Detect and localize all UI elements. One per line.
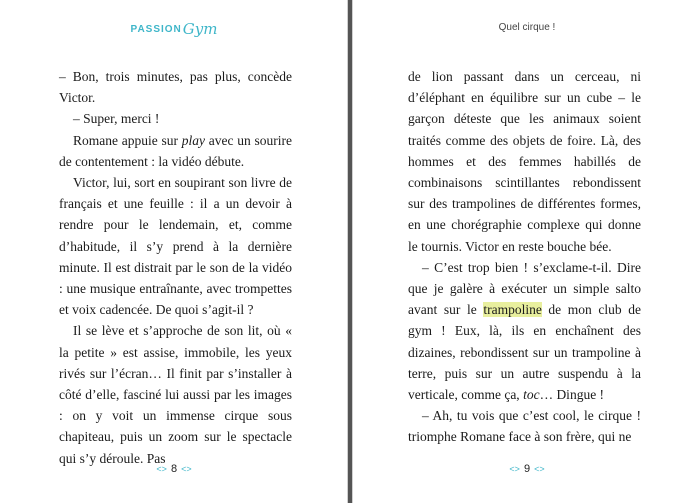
right-page bbox=[352, 0, 700, 503]
page-number: 8 bbox=[170, 463, 178, 476]
paragraph: Il se lève et s’approche de son lit, où « la petite » est assise, immobile, les yeux rivés sur l’écran… Il finit par s’installer à côté d’elle, fasciné lui aussi par les images : on y voit un immense cirque sous chapiteau, puis un zoom sur le spectacle qui s’y déroule. Pas bbox=[59, 323, 292, 466]
ornament-right-icon: <> bbox=[534, 464, 545, 475]
page-number-footer bbox=[0, 463, 348, 475]
paragraph: – Super, merci ! bbox=[73, 111, 160, 127]
left-page bbox=[0, 0, 348, 503]
text-run: … Dingue ! bbox=[539, 387, 605, 403]
chapter-title: Quel cirque ! bbox=[498, 22, 556, 33]
italic-word: toc bbox=[523, 387, 540, 403]
paragraph bbox=[59, 130, 292, 172]
paragraph: – Ah, tu vois que c’est cool, le cirque ! triomphe Romane face à son frère, qui ne bbox=[408, 408, 641, 445]
ornament-right-icon: <> bbox=[181, 464, 192, 475]
paragraph: – Bon, trois minutes, pas plus, concède Victor. bbox=[59, 69, 292, 106]
page-number: 9 bbox=[523, 463, 531, 476]
page-number-footer bbox=[353, 463, 700, 475]
text-run: Romane appuie sur bbox=[73, 132, 182, 148]
highlighted-word[interactable]: trampoline bbox=[483, 302, 542, 318]
text-run: avec un sourire de contentement : la vidéo débute. bbox=[59, 132, 292, 169]
text-run: – C’est trop bien ! s’exclame-t-il. Dire que je galère à exécuter un simple salto avant sur le bbox=[408, 259, 641, 318]
italic-word: play bbox=[181, 132, 205, 148]
ornament-left-icon: <> bbox=[509, 464, 520, 475]
paragraph: Victor, lui, sort en soupirant son livre de français et une feuille : il a un devoir à rendre pour le lendemain, et, comme d’habitude, il s’y prend à la dernière minute. Il est distrait par le son de la vidéo : une musique entraînante, avec trompettes et voix cadencée. De quoi s’agit-il ? bbox=[59, 175, 292, 318]
left-page-text bbox=[59, 66, 292, 469]
logo-script-text: Gym bbox=[182, 20, 218, 39]
text-run: de mon club de gym ! Eux, là, ils en enchaînent des dizaines, rebondissent sur un trampoline à terre, puis sur un autre suspendu à la verticale, comme ça, bbox=[408, 302, 641, 403]
right-page-text bbox=[408, 66, 641, 448]
passion-gym-logo bbox=[0, 20, 348, 38]
paragraph: de lion passant dans un cerceau, ni d’éléphant en équilibre sur un cube – le garçon déteste que les animaux soient traités comme des objets de foire. Là, des hommes et des femmes habillés de combinaisons scintillantes rebondissent sur des trampolines de différentes formes, en une chorégraphie complexe qui donne le tournis. Victor en reste bouche bée. bbox=[408, 69, 641, 254]
logo-wordmark: PASSION bbox=[130, 23, 182, 35]
ornament-left-icon: <> bbox=[156, 464, 167, 475]
paragraph bbox=[408, 257, 641, 405]
